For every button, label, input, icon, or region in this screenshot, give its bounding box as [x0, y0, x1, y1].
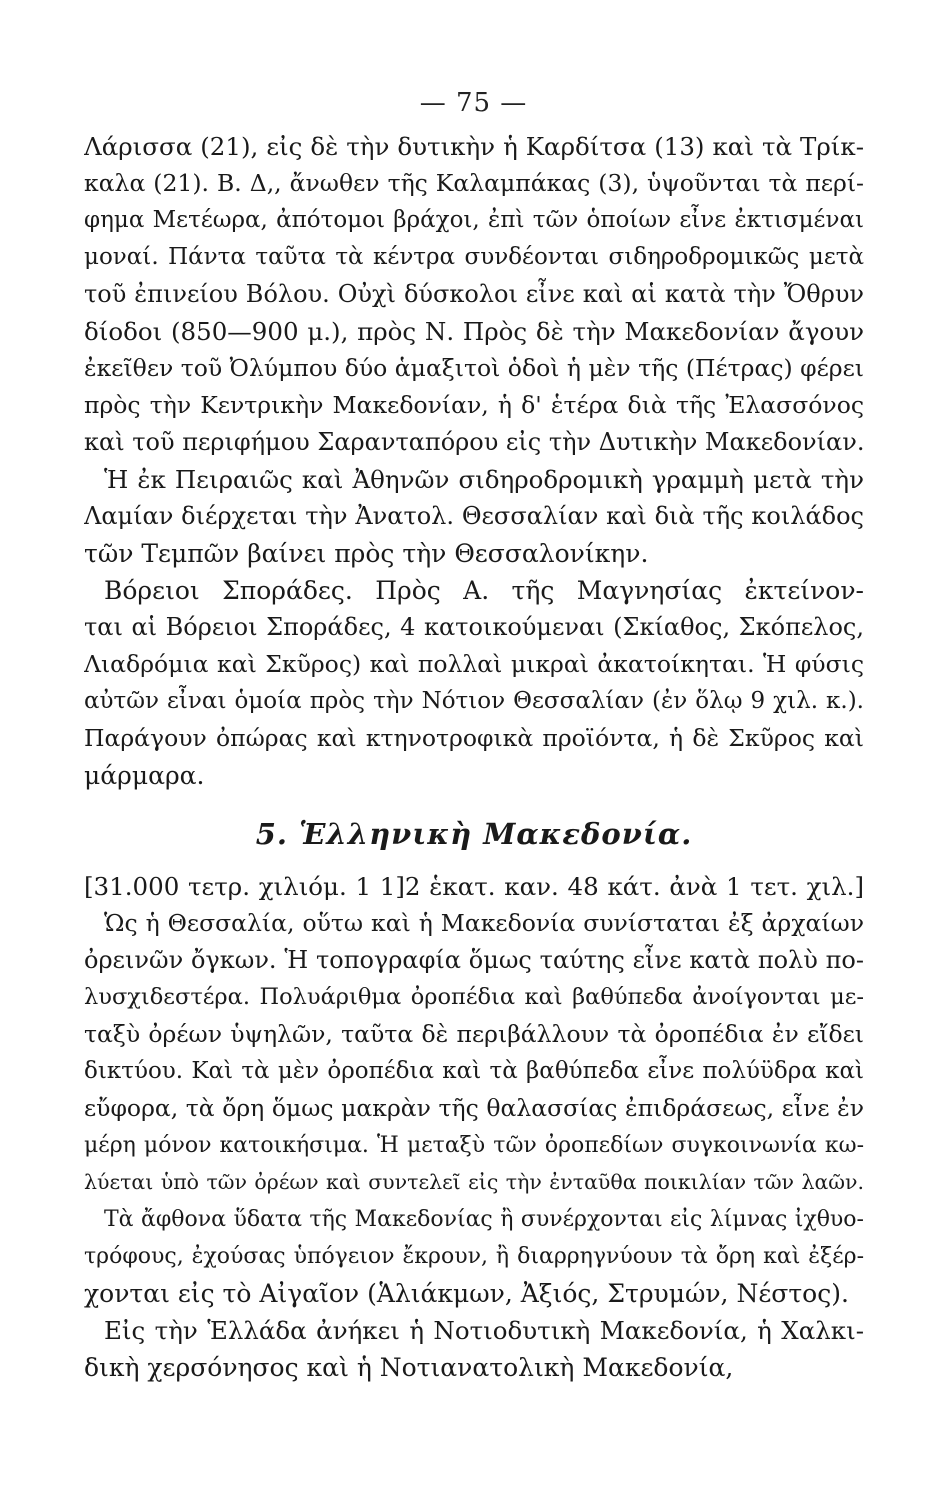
text-line: Ἡ ἐκ Πειραιῶς καὶ Ἀθηνῶν σιδηροδρομικὴ γραμμὴ μετὰ τὴν	[104, 465, 864, 494]
text-line: Τὰ ἄφθονα ὕδατα τῆς Μακεδονίας ἢ συνέρχονται εἰς λίμνας ἰχθυο-	[104, 1207, 864, 1232]
text-line: λυσχιδεστέρα. Πολυάριθμα ὀροπέδια καὶ βαθύπεδα ἀνοίγονται με-	[84, 984, 864, 1010]
text-line: καὶ τοῦ περιφήμου Σαρανταπόρου εἰς τὴν Δυτικὴν Μακεδονίαν.	[84, 428, 864, 456]
text-line: μάρμαρα.	[84, 761, 205, 790]
text-line: Λάρισσα (21), εἰς δὲ τὴν δυτικὴν ἡ Καρδίτσα (13) καὶ τὰ Τρίκ-	[84, 132, 864, 161]
text-line: Ὡς ἡ Θεσσαλία, οὕτω καὶ ἡ Μακεδονία συνίσταται ἐξ ἀρχαίων	[104, 909, 864, 937]
text-line: Παράγουν ὀπώρας καὶ κτηνοτροφικὰ προϊόντα, ἡ δὲ Σκῦρος καὶ	[84, 724, 864, 752]
text-line: Βόρειοι Σποράδες. Πρὸς Α. τῆς Μαγνησίας ἐκτείνον-	[104, 576, 864, 605]
text-line: τρόφους, ἐχούσας ὑπόγειον ἔκρουν, ἢ διαρρηγνύουν τὰ ὄρη καὶ ἐξέρ-	[84, 1244, 864, 1269]
paragraph-waters	[84, 1201, 864, 1312]
paragraph-relief	[84, 905, 864, 1201]
text-line: λύεται ὑπὸ τῶν ὀρέων καὶ συντελεῖ εἰς τὴν ἐνταῦθα ποικιλίαν τῶν λαῶν.	[84, 1170, 864, 1194]
text-line: μέρη μόνον κατοικήσιμα. Ἡ μεταξὺ τῶν ὀροπεδίων συγκοινωνία κω-	[84, 1133, 864, 1158]
text-line: μοναί. Πάντα ταῦτα τὰ κέντρα συνδέονται σιδηροδρομικῶς μετὰ	[84, 244, 864, 270]
text-line: δικὴ χερσόνησος καὶ ἡ Νοτιανατολικὴ Μακεδονία,	[84, 1353, 734, 1382]
text-line: Εἰς τὴν Ἑλλάδα ἀνήκει ἡ Νοτιοδυτικὴ Μακεδονία, ἡ Χαλκι-	[104, 1316, 864, 1345]
text-line: εὔφορα, τὰ ὄρη ὅμως μακρὰν τῆς θαλασσίας ἐπιδράσεως, εἶνε ἐν	[84, 1094, 864, 1122]
stats-line: [31.000 τετρ. χιλιόμ. 1 1]2 ἑκατ. καν. 48 κάτ. ἀνὰ 1 τετ. χιλ.]	[84, 872, 864, 901]
paragraph-sporades	[84, 572, 864, 794]
body-text	[84, 128, 864, 1386]
text-line: τῶν Τεμπῶν βαίνει πρὸς τὴν Θεσσαλονίκην.	[84, 539, 649, 568]
text-line: αὐτῶν εἶναι ὁμοία πρὸς τὴν Νότιον Θεσσαλίαν (ἐν ὅλῳ 9 χιλ. κ.).	[84, 688, 864, 714]
text-line: Λιαδρόμια καὶ Σκῦρος) καὶ πολλαὶ μικραὶ ἀκατοίκηται. Ἡ φύσις	[84, 650, 864, 678]
text-line: Λαμίαν διέρχεται τὴν Ἀνατολ. Θεσσαλίαν καὶ διὰ τῆς κοιλάδος	[84, 502, 864, 530]
paragraph-railway	[84, 461, 864, 572]
paragraph-regions	[84, 1312, 864, 1386]
text-line: πρὸς τὴν Κεντρικὴν Μακεδονίαν, ἡ δ' ἑτέρα διὰ τῆς Ἐλασσόνος	[84, 391, 864, 419]
text-line: φημα Μετέωρα, ἀπότομοι βράχοι, ἐπὶ τῶν ὁποίων εἶνε ἐκτισμέναι	[84, 207, 864, 233]
text-line: δικτύου. Καὶ τὰ μὲν ὀροπέδια καὶ τὰ βαθύπεδα εἶνε πολύϋδρα καὶ	[84, 1058, 864, 1084]
text-line: χονται εἰς τὸ Αἰγαῖον (Ἁλιάκμων, Ἀξιός, Στρυμών, Νέστος).	[84, 1279, 849, 1308]
text-line: ὀρεινῶν ὄγκων. Ἡ τοπογραφία ὅμως ταύτης εἶνε κατὰ πολὺ πο-	[84, 946, 864, 974]
text-line: καλα (21). Β. Δ,, ἄνωθεν τῆς Καλαμπάκας (3), ὑψοῦνται τὰ περί-	[84, 169, 864, 197]
macedonia-stats	[84, 868, 864, 905]
text-line: ἐκεῖθεν τοῦ Ὀλύμπου δύο ἁμαξιτοὶ ὁδοὶ ἡ μὲν τῆς (Πέτρας) φέρει	[84, 354, 864, 382]
text-line: δίοδοι (850—900 μ.), πρὸς Ν. Πρὸς δὲ τὴν Μακεδονίαν ἄγουν	[84, 317, 864, 346]
text-line: ταξὺ ὀρέων ὑψηλῶν, ταῦτα δὲ περιβάλλουν τὰ ὀροπέδια ἐν εἴδει	[84, 1020, 864, 1048]
paragraph-thessaly-towns	[84, 128, 864, 461]
page-number: — 75 —	[419, 88, 528, 118]
text-line: ται αἱ Βόρειοι Σποράδες, 4 κατοικούμεναι (Σκίαθος, Σκόπελος,	[84, 613, 864, 641]
text-line: τοῦ ἐπινείου Βόλου. Οὐχὶ δύσκολοι εἶνε καὶ αἱ κατὰ τὴν Ὄθρυν	[84, 280, 864, 308]
section-heading: 5. Ἑλληνικὴ Μακεδονία.	[255, 817, 693, 851]
